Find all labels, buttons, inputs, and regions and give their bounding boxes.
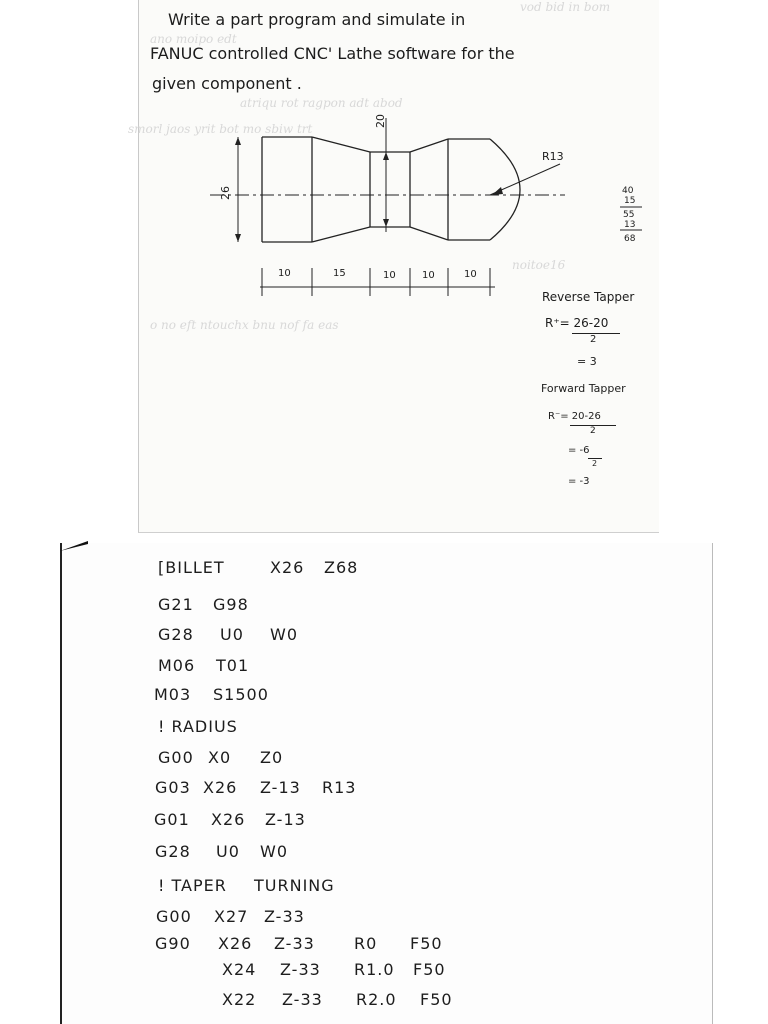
dim-20: 20 bbox=[374, 114, 387, 128]
reverse-taper-title: Reverse Tapper bbox=[542, 290, 635, 304]
forward-taper-step1-den: 2 bbox=[592, 459, 598, 468]
reverse-taper-formula: R⁺= 26-20 bbox=[545, 316, 609, 330]
code-token: Z68 bbox=[324, 558, 359, 577]
code-token: X26 bbox=[203, 778, 238, 797]
seg-dim-1: 10 bbox=[278, 268, 291, 279]
code-token: M03 bbox=[154, 685, 192, 704]
code-token: X26 bbox=[211, 810, 246, 829]
code-token: G28 bbox=[158, 625, 194, 644]
code-token: F50 bbox=[410, 934, 443, 953]
code-token: X26 bbox=[270, 558, 305, 577]
code-token: F50 bbox=[420, 990, 453, 1009]
forward-taper-step2: = -3 bbox=[568, 476, 590, 487]
code-token: W0 bbox=[270, 625, 298, 644]
component-drawing bbox=[0, 90, 768, 410]
code-token: TURNING bbox=[254, 876, 335, 895]
sum-40: 40 bbox=[622, 186, 634, 196]
code-token: Z-33 bbox=[282, 990, 323, 1009]
code-token: ! RADIUS bbox=[158, 717, 238, 736]
code-token: G03 bbox=[155, 778, 191, 797]
code-token: T01 bbox=[216, 656, 250, 675]
code-token: ! TAPER bbox=[158, 876, 227, 895]
sum-68: 68 bbox=[624, 234, 636, 244]
code-token: X0 bbox=[208, 748, 232, 767]
forward-taper-title: Forward Tapper bbox=[541, 382, 626, 395]
code-token: X22 bbox=[222, 990, 257, 1009]
code-token: R2.0 bbox=[356, 990, 397, 1009]
sum-55: 55 bbox=[623, 210, 635, 220]
code-token: Z-33 bbox=[274, 934, 315, 953]
sum-13: 13 bbox=[624, 220, 636, 230]
code-token: G28 bbox=[155, 842, 191, 861]
code-token: X27 bbox=[214, 907, 249, 926]
code-token: G90 bbox=[155, 934, 191, 953]
code-token: Z-13 bbox=[265, 810, 306, 829]
question-line-1: Write a part program and simulate in bbox=[168, 10, 466, 29]
code-token: U0 bbox=[216, 842, 240, 861]
code-token: Z0 bbox=[260, 748, 284, 767]
code-token: Z-33 bbox=[280, 960, 321, 979]
reverse-taper-result: = 3 bbox=[577, 355, 597, 368]
code-token: X26 bbox=[218, 934, 253, 953]
code-token: Z-33 bbox=[264, 907, 305, 926]
code-token: G00 bbox=[156, 907, 192, 926]
code-token: G00 bbox=[158, 748, 194, 767]
code-token: G21 bbox=[158, 595, 194, 614]
seg-dim-4: 10 bbox=[422, 270, 435, 281]
question-line-2: FANUC controlled CNC' Lathe software for the bbox=[150, 44, 515, 63]
forward-taper-formula: R⁻= 20-26 bbox=[548, 411, 601, 422]
forward-taper-step1: = -6 bbox=[568, 445, 590, 456]
code-token: G98 bbox=[213, 595, 249, 614]
seg-dim-5: 10 bbox=[464, 269, 477, 280]
code-token: [BILLET bbox=[158, 558, 225, 577]
code-token: W0 bbox=[260, 842, 288, 861]
code-token: F50 bbox=[413, 960, 446, 979]
question-line-3: given component . bbox=[152, 74, 302, 93]
code-token: G01 bbox=[154, 810, 190, 829]
reverse-taper-denominator: 2 bbox=[590, 334, 597, 345]
code-token: R0 bbox=[354, 934, 378, 953]
sum-15: 15 bbox=[624, 196, 636, 206]
code-token: M06 bbox=[158, 656, 196, 675]
forward-taper-denominator: 2 bbox=[590, 426, 596, 436]
code-token: U0 bbox=[220, 625, 244, 644]
code-token: R1.0 bbox=[354, 960, 395, 979]
code-token: S1500 bbox=[213, 685, 269, 704]
dim-26: 26 bbox=[219, 186, 232, 200]
seg-dim-3: 10 bbox=[383, 270, 396, 281]
code-token: Z-13 bbox=[260, 778, 301, 797]
code-token: X24 bbox=[222, 960, 257, 979]
seg-dim-2: 15 bbox=[333, 268, 346, 279]
code-token: R13 bbox=[322, 778, 357, 797]
radius-label: R13 bbox=[542, 150, 564, 163]
